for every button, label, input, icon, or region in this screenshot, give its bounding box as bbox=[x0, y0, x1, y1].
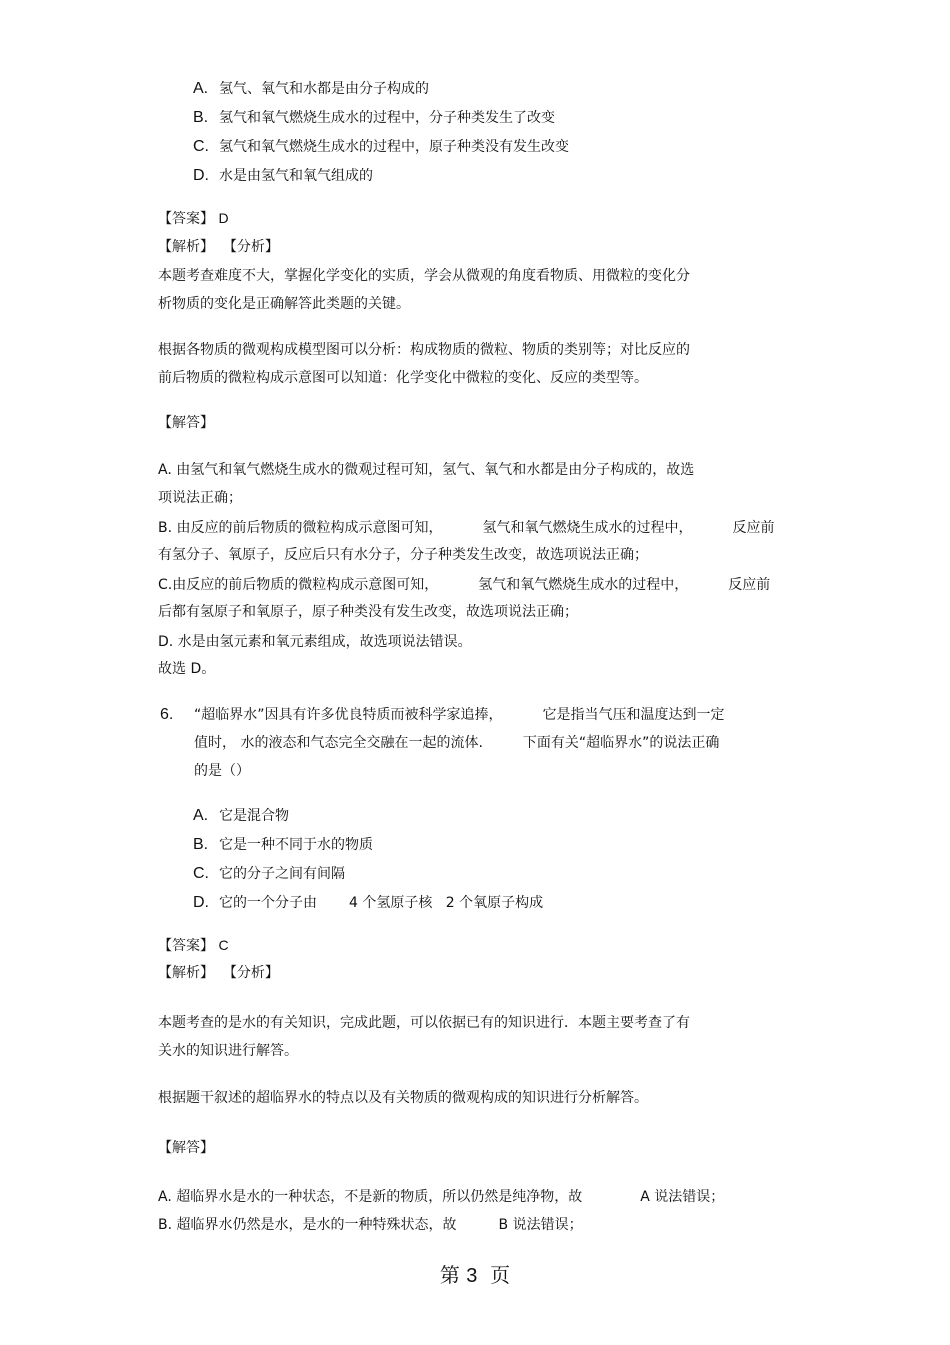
q5-conclusion: 故选 D。 bbox=[158, 661, 216, 677]
q6-stem-line: 的是（） bbox=[194, 763, 250, 779]
q6-analysis-line: 关水的知识进行解答。 bbox=[158, 1043, 298, 1059]
q5-option-d: D. 水是由氢气和氧气组成的 bbox=[193, 167, 373, 184]
q5-analysis-line: 本题考查难度不大，掌握化学变化的实质，学会从微观的角度看物质、用微粒的变化分 bbox=[158, 268, 690, 284]
q5-solution-line: A. 由氢气和氧气燃烧生成水的微观过程可知，氢气、氧气和水都是由分子构成的，故选 bbox=[158, 462, 695, 478]
q6-solution-line: B. 超临界水仍然是水，是水的一种特殊状态，故 B 说法错误； bbox=[158, 1217, 583, 1233]
q6-option-a: A. 它是混合物 bbox=[193, 807, 289, 824]
q5-solution-line: D. 水是由氢元素和氧元素组成，故选项说法错误。 bbox=[158, 634, 472, 650]
q6-jieda-heading: 【解答】 bbox=[158, 1140, 214, 1156]
q5-jieda-heading: 【解答】 bbox=[158, 415, 214, 431]
q6-option-b: B. 它是一种不同于水的物质 bbox=[193, 836, 373, 853]
q6-stem-line: 值时， 水的液态和气态完全交融在一起的流体. 下面有关“超临界水”的说法正确 bbox=[194, 735, 720, 751]
q6-jiexi-heading: 【解析】 【分析】 bbox=[158, 965, 279, 981]
q6-option-d: D. 它的一个分子由 4 个氢原子核 2 个氧原子构成 bbox=[193, 894, 544, 911]
q5-solution-line: 有氢分子、氧原子，反应后只有水分子，分子种类发生改变，故选项说法正确； bbox=[158, 547, 648, 563]
q5-analysis-line: 前后物质的微粒构成示意图可以知道：化学变化中微粒的变化、反应的类型等。 bbox=[158, 370, 648, 386]
q6-stem-line: “超临界水”因具有许多优良特质而被科学家追捧， 它是指当气压和温度达到一定 bbox=[194, 707, 725, 723]
q5-solution-line: 项说法正确； bbox=[158, 490, 242, 506]
q5-jiexi-heading: 【解析】 【分析】 bbox=[158, 239, 279, 255]
q6-analysis-line: 根据题干叙述的超临界水的特点以及有关物质的微观构成的知识进行分析解答。 bbox=[158, 1090, 648, 1106]
q5-answer: 【答案】 D bbox=[158, 210, 229, 227]
q6-option-c: C. 它的分子之间有间隔 bbox=[193, 865, 345, 882]
q6-solution-line: A. 超临界水是水的一种状态，不是新的物质，所以仍然是纯净物，故 A 说法错误； bbox=[158, 1189, 725, 1205]
q6-answer: 【答案】 C bbox=[158, 937, 229, 954]
q6-number: 6. bbox=[160, 706, 174, 723]
q5-analysis-line: 析物质的变化是正确解答此类题的关键。 bbox=[158, 296, 410, 312]
q5-option-b: B. 氢气和氧气燃烧生成水的过程中，分子种类发生了改变 bbox=[193, 109, 555, 126]
q5-solution-line: 后都有氢原子和氧原子，原子种类没有发生改变，故选项说法正确； bbox=[158, 604, 578, 620]
page-number-footer: 第 3 页 bbox=[439, 1263, 511, 1287]
q6-analysis-line: 本题考查的是水的有关知识，完成此题，可以依据已有的知识进行．本题主要考查了有 bbox=[158, 1015, 690, 1031]
q5-analysis-line: 根据各物质的微观构成模型图可以分析：构成物质的微粒、物质的类别等；对比反应的 bbox=[158, 342, 690, 358]
q5-solution-line: C.由反应的前后物质的微粒构成示意图可知， 氢气和氧气燃烧生成水的过程中， 反应前 bbox=[158, 577, 771, 593]
q5-option-c: C. 氢气和氧气燃烧生成水的过程中，原子种类没有发生改变 bbox=[193, 138, 569, 155]
q5-solution-line: B. 由反应的前后物质的微粒构成示意图可知， 氢气和氧气燃烧生成水的过程中， 反应前 bbox=[158, 520, 775, 536]
q5-option-a: A. 氢气、氧气和水都是由分子构成的 bbox=[193, 80, 429, 97]
